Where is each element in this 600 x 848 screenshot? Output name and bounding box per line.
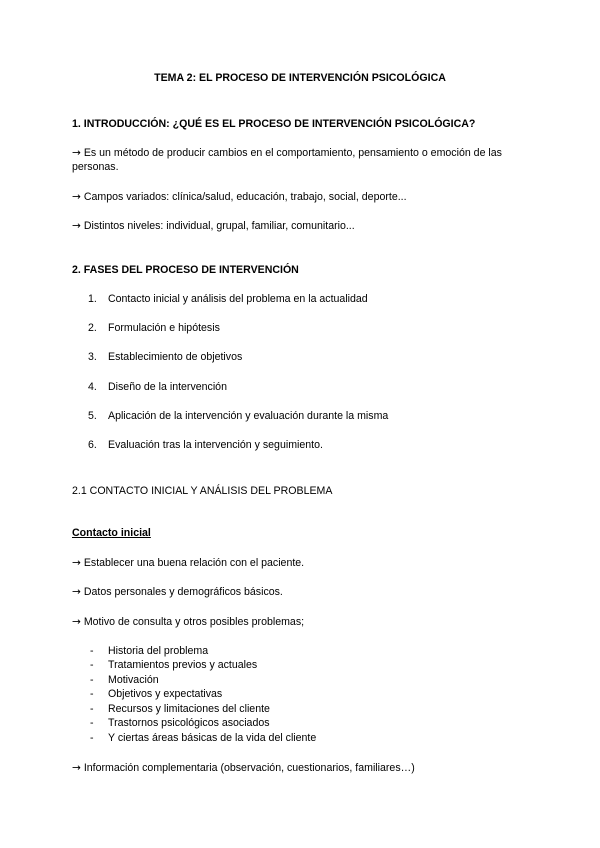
subheading-contacto-inicial: Contacto inicial (72, 527, 151, 539)
phase-item (88, 409, 388, 423)
dash-list-item (90, 687, 222, 701)
arrow-icon: → (72, 557, 81, 569)
dash-item-text: Historia del problema (108, 645, 209, 657)
phase-number: 3. (88, 351, 97, 363)
dash-item-text: Recursos y limitaciones del cliente (108, 703, 270, 715)
dash-list-item (90, 673, 159, 687)
phase-number: 1. (88, 293, 97, 305)
dash-list-item (90, 716, 270, 730)
arrow-icon: → (72, 147, 81, 159)
phase-item (88, 350, 242, 364)
contact-point-1-text: Establecer una buena relación con el paciente. (83, 557, 305, 569)
contact-point-2 (72, 585, 283, 599)
intro-point-2 (72, 190, 407, 204)
dash-marker: - (90, 674, 94, 686)
phase-text: Diseño de la intervención (108, 381, 227, 393)
dash-marker: - (90, 703, 94, 715)
phase-number: 5. (88, 410, 97, 422)
dash-item-text: Trastornos psicológicos asociados (108, 717, 270, 729)
arrow-icon: → (72, 191, 81, 203)
dash-item-text: Motivación (108, 674, 159, 686)
arrow-icon: → (72, 762, 81, 774)
section-2-1-heading: 2.1 CONTACTO INICIAL Y ANÁLISIS DEL PROBLEMA (72, 485, 333, 497)
section-1-heading: 1. INTRODUCCIÓN: ¿QUÉ ES EL PROCESO DE INTERVENCIÓN PSICOLÓGICA? (72, 118, 476, 130)
phase-item (88, 321, 220, 335)
phase-number: 6. (88, 439, 97, 451)
dash-marker: - (90, 732, 94, 744)
dash-item-text: Y ciertas áreas básicas de la vida del cliente (108, 732, 317, 744)
arrow-icon: → (72, 220, 81, 232)
dash-list-item (90, 644, 208, 658)
contact-final-point-text: Información complementaria (observación, cuestionarios, familiares…) (83, 762, 415, 774)
arrow-icon: → (72, 616, 81, 628)
intro-point-1 (72, 146, 532, 174)
phase-number: 2. (88, 322, 97, 334)
phase-item (88, 438, 323, 452)
arrow-icon: → (72, 586, 81, 598)
contact-final-point (72, 761, 415, 775)
section-2-heading: 2. FASES DEL PROCESO DE INTERVENCIÓN (72, 264, 299, 276)
dash-marker: - (90, 645, 94, 657)
dash-list-item (90, 658, 257, 672)
phase-item (88, 292, 368, 306)
contact-point-3-text: Motivo de consulta y otros posibles problemas; (83, 616, 305, 628)
phase-text: Evaluación tras la intervención y seguimiento. (108, 439, 323, 451)
intro-point-2-text: Campos variados: clínica/salud, educación, trabajo, social, deporte... (83, 191, 407, 203)
dash-marker: - (90, 717, 94, 729)
phase-text: Contacto inicial y análisis del problema en la actualidad (108, 293, 368, 305)
contact-point-2-text: Datos personales y demográficos básicos. (83, 586, 283, 598)
phase-number: 4. (88, 381, 97, 393)
dash-marker: - (90, 688, 94, 700)
document-title: TEMA 2: EL PROCESO DE INTERVENCIÓN PSICOLÓGICA (154, 72, 446, 84)
dash-list-item (90, 702, 270, 716)
intro-point-1-text: Es un método de producir cambios en el comportamiento, pensamiento o emoción de las personas. (72, 147, 502, 173)
intro-point-3-text: Distintos niveles: individual, grupal, familiar, comunitario... (83, 220, 355, 232)
dash-list-item (90, 731, 316, 745)
contact-point-1 (72, 556, 304, 570)
phase-text: Establecimiento de objetivos (108, 351, 243, 363)
contact-point-3 (72, 615, 304, 629)
dash-marker: - (90, 659, 94, 671)
intro-point-3 (72, 219, 355, 233)
phase-text: Aplicación de la intervención y evaluación durante la misma (108, 410, 389, 422)
phase-item (88, 380, 227, 394)
phase-text: Formulación e hipótesis (108, 322, 220, 334)
dash-item-text: Tratamientos previos y actuales (108, 659, 258, 671)
dash-item-text: Objetivos y expectativas (108, 688, 223, 700)
